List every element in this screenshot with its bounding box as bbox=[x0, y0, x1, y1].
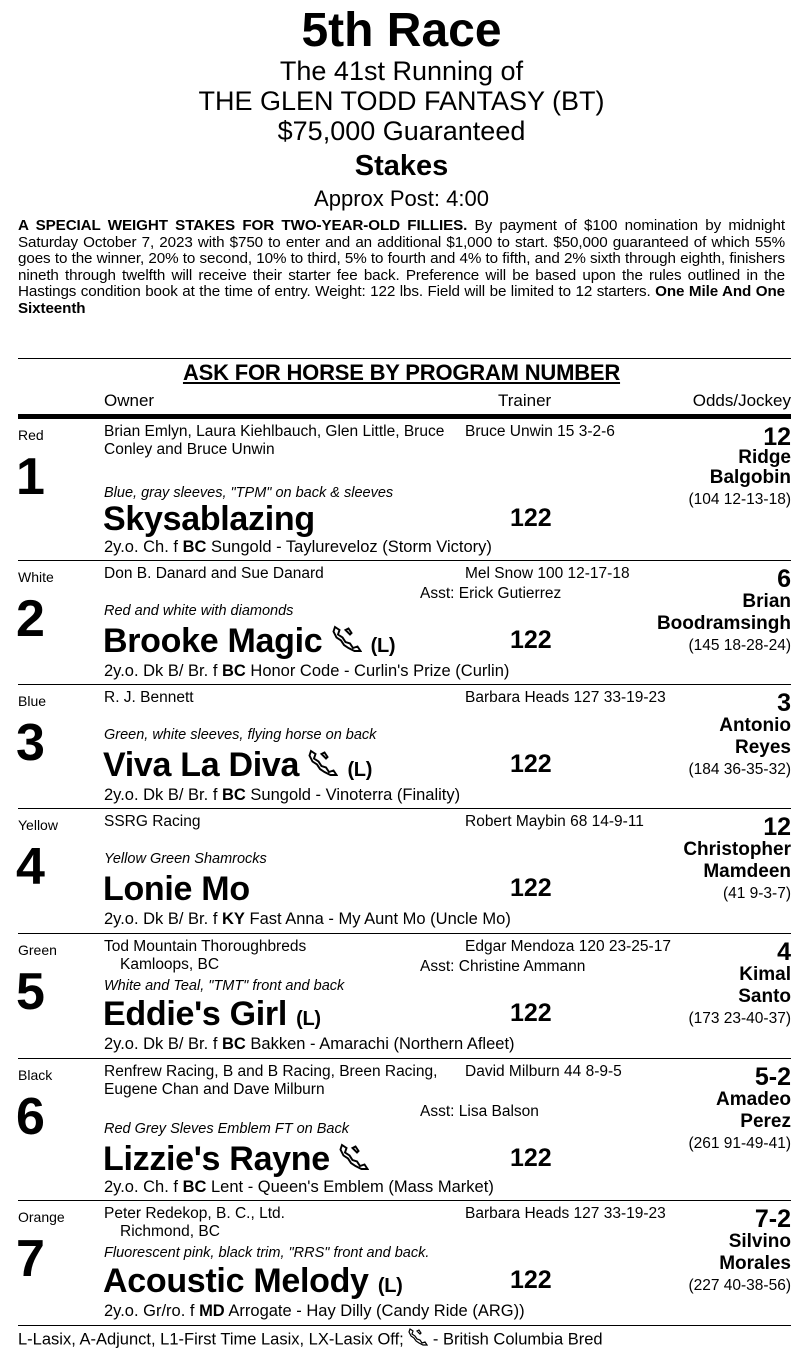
owner-line: Brian Emlyn, Laura Kiehlbauch, Glen Little, Bruce bbox=[104, 423, 445, 440]
morning-line-odds: 4 bbox=[777, 938, 791, 966]
horse-name: Acoustic Melody bbox=[103, 1262, 369, 1300]
horse-name: Eddie's Girl bbox=[103, 995, 287, 1033]
breeding-pedigree: Fast Anna - My Aunt Mo (Uncle Mo) bbox=[244, 910, 511, 928]
breeding-age-sex: 2y.o. Ch. f bbox=[104, 538, 183, 556]
saddle-cloth-color: White bbox=[18, 569, 54, 585]
breeding-pedigree: Sungold - Taylureveloz (Storm Victory) bbox=[206, 538, 492, 556]
breeding-age-sex: 2y.o. Dk B/ Br. f bbox=[104, 1035, 222, 1053]
horse-name: Brooke Magic bbox=[103, 622, 323, 660]
jockey-stats: (104 12-13-18) bbox=[688, 491, 791, 508]
column-owner: Owner bbox=[104, 391, 155, 410]
morning-line-odds: 12 bbox=[763, 423, 791, 451]
breeding-state: BC bbox=[182, 538, 207, 556]
entry-divider bbox=[18, 1325, 791, 1326]
weight: 122 bbox=[510, 504, 552, 532]
breeding-pedigree: Arrogate - Hay Dilly (Candy Ride (ARG)) bbox=[224, 1302, 525, 1320]
owner bbox=[104, 938, 464, 974]
owner-line: Don B. Danard and Sue Danard bbox=[104, 565, 324, 582]
horse-name-line bbox=[103, 1261, 402, 1306]
trainer: David Milburn 44 8-9-5 bbox=[465, 1063, 622, 1080]
horse-name: Viva La Diva bbox=[103, 746, 300, 784]
race-conditions bbox=[18, 218, 785, 318]
horse-name-line bbox=[103, 621, 395, 666]
silks-description: White and Teal, "TMT" front and back bbox=[104, 978, 345, 994]
horse-name-line bbox=[103, 994, 321, 1039]
assistant-trainer: Asst: Lisa Balson bbox=[420, 1103, 539, 1120]
saddle-cloth-color: Orange bbox=[18, 1209, 65, 1225]
conditions-distance: One Mile And One Sixteenth bbox=[18, 283, 785, 317]
british-columbia-map-icon bbox=[339, 1141, 369, 1181]
jockey-first-name: Ridge bbox=[738, 447, 791, 468]
jockey-first-name: Brian bbox=[742, 591, 791, 612]
program-number: 5 bbox=[16, 963, 45, 1021]
british-columbia-map-icon bbox=[308, 747, 338, 787]
morning-line-odds: 3 bbox=[777, 689, 791, 717]
jockey-first-name: Antonio bbox=[719, 715, 791, 736]
breeding-line bbox=[104, 785, 460, 805]
owner bbox=[104, 813, 464, 831]
footer-legend bbox=[18, 1328, 603, 1352]
race-name: THE GLEN TODD FANTASY (BT) bbox=[198, 86, 605, 116]
trainer: Barbara Heads 127 33-19-23 bbox=[465, 689, 666, 706]
trainer: Bruce Unwin 15 3-2-6 bbox=[465, 423, 615, 440]
breeding-line bbox=[104, 1301, 525, 1321]
owner bbox=[104, 423, 464, 459]
medication-indicator: (L) bbox=[296, 1008, 321, 1030]
breeding-state: BC bbox=[221, 662, 246, 680]
horse-name: Skysablazing bbox=[103, 500, 315, 538]
jockey-last-name: Santo bbox=[738, 986, 791, 1007]
medication-indicator: (L) bbox=[377, 1275, 403, 1297]
entry-row bbox=[0, 419, 803, 561]
race-post-time: Approx Post: 4:00 bbox=[314, 186, 489, 211]
morning-line-odds: 5-2 bbox=[754, 1063, 791, 1091]
entry-row bbox=[0, 685, 803, 809]
entry-row bbox=[0, 934, 803, 1059]
breeding-line bbox=[104, 909, 511, 929]
medication-indicator: (L) bbox=[347, 759, 373, 781]
jockey-last-name: Balgobin bbox=[709, 467, 791, 488]
assistant-trainer: Asst: Erick Gutierrez bbox=[420, 585, 562, 602]
weight: 122 bbox=[510, 1144, 552, 1172]
owner bbox=[104, 689, 464, 707]
horse-name-line bbox=[103, 745, 372, 790]
entry-row bbox=[0, 561, 803, 685]
breeding-age-sex: 2y.o. Dk B/ Br. f bbox=[104, 662, 222, 680]
horse-name-line bbox=[103, 499, 315, 539]
horse-name-line bbox=[103, 1139, 369, 1181]
owner-line: Tod Mountain Thoroughbreds bbox=[104, 938, 307, 955]
trainer: Barbara Heads 127 33-19-23 bbox=[465, 1205, 666, 1222]
jockey-first-name: Amadeo bbox=[716, 1089, 791, 1110]
weight: 122 bbox=[510, 1266, 552, 1294]
saddle-cloth-color: Black bbox=[18, 1067, 53, 1083]
horse-name-line bbox=[103, 869, 250, 909]
jockey-last-name: Morales bbox=[719, 1253, 791, 1274]
jockey-stats: (173 23-40-37) bbox=[688, 1010, 791, 1027]
saddle-cloth-color: Green bbox=[18, 942, 57, 958]
header-divider bbox=[18, 358, 791, 359]
british-columbia-map-icon bbox=[332, 623, 362, 663]
program-number: 7 bbox=[16, 1230, 45, 1288]
column-trainer: Trainer bbox=[498, 391, 552, 410]
weight: 122 bbox=[510, 626, 552, 654]
british-columbia-map-icon bbox=[408, 1328, 428, 1352]
breeding-line bbox=[104, 1177, 494, 1197]
owner-line: R. J. Bennett bbox=[104, 689, 194, 706]
morning-line-odds: 12 bbox=[763, 813, 791, 841]
owner bbox=[104, 1063, 464, 1099]
morning-line-odds: 7-2 bbox=[754, 1205, 791, 1233]
entry-row bbox=[0, 1201, 803, 1326]
race-type: Stakes bbox=[354, 150, 449, 182]
legend-text: L-Lasix, A-Adjunct, L1-First Time Lasix, LX-Lasix Off; bbox=[18, 1330, 409, 1349]
trainer: Edgar Mendoza 120 23-25-17 bbox=[465, 938, 671, 955]
column-odds-jockey: Odds/Jockey bbox=[692, 391, 791, 410]
owner bbox=[104, 565, 464, 583]
breeding-pedigree: Bakken - Amarachi (Northern Afleet) bbox=[245, 1035, 515, 1053]
owner-location: Kamloops, BC bbox=[120, 956, 220, 973]
program-number: 6 bbox=[16, 1088, 45, 1146]
jockey-last-name: Perez bbox=[740, 1111, 791, 1132]
breeding-state: BC bbox=[221, 1035, 246, 1053]
jockey-first-name: Kimal bbox=[739, 964, 791, 985]
saddle-cloth-color: Yellow bbox=[18, 817, 58, 833]
program-number: 2 bbox=[16, 590, 45, 648]
jockey-stats: (261 91-49-41) bbox=[688, 1135, 791, 1152]
silks-description: Red and white with diamonds bbox=[104, 603, 294, 619]
saddle-cloth-color: Red bbox=[18, 427, 44, 443]
breeding-pedigree: Lent - Queen's Emblem (Mass Market) bbox=[206, 1178, 494, 1196]
jockey-stats: (41 9-3-7) bbox=[722, 885, 791, 902]
program-number: 3 bbox=[16, 714, 45, 772]
conditions-lead: A SPECIAL WEIGHT STAKES FOR TWO-YEAR-OLD FILLIES. bbox=[18, 217, 468, 234]
breeding-age-sex: 2y.o. Ch. f bbox=[104, 1178, 183, 1196]
silks-description: Blue, gray sleeves, "TPM" on back & sleeves bbox=[104, 485, 394, 501]
morning-line-odds: 6 bbox=[777, 565, 791, 593]
entry-row bbox=[0, 809, 803, 934]
breeding-pedigree: Honor Code - Curlin's Prize (Curlin) bbox=[245, 662, 510, 680]
jockey-first-name: Christopher bbox=[683, 839, 791, 860]
bc-legend-text: - British Columbia Bred bbox=[428, 1330, 603, 1349]
race-purse: $75,000 Guaranteed bbox=[277, 116, 526, 146]
owner-location: Richmond, BC bbox=[120, 1223, 220, 1240]
weight: 122 bbox=[510, 999, 552, 1027]
jockey-last-name: Mamdeen bbox=[703, 861, 791, 882]
owner-line: Renfrew Racing, B and B Racing, Breen Racing, bbox=[104, 1063, 438, 1080]
owner-line: SSRG Racing bbox=[104, 813, 201, 830]
jockey-stats: (227 40-38-56) bbox=[688, 1277, 791, 1294]
race-running: The 41st Running of bbox=[279, 56, 524, 86]
jockey-last-name: Boodramsingh bbox=[656, 613, 791, 634]
breeding-state: BC bbox=[221, 786, 246, 804]
jockey-first-name: Silvino bbox=[728, 1231, 791, 1252]
weight: 122 bbox=[510, 874, 552, 902]
program-number: 1 bbox=[16, 448, 45, 506]
breeding-age-sex: 2y.o. Gr/ro. f bbox=[104, 1302, 200, 1320]
silks-description: Yellow Green Shamrocks bbox=[104, 851, 267, 867]
breeding-pedigree: Sungold - Vinoterra (Finality) bbox=[245, 786, 461, 804]
silks-description: Red Grey Sleves Emblem FT on Back bbox=[104, 1121, 349, 1137]
breeding-line bbox=[104, 537, 492, 557]
race-number-title: 5th Race bbox=[301, 4, 502, 57]
owner-line: Conley and Bruce Unwin bbox=[104, 441, 275, 458]
jockey-last-name: Reyes bbox=[735, 737, 791, 758]
breeding-age-sex: 2y.o. Dk B/ Br. f bbox=[104, 910, 222, 928]
program-number: 4 bbox=[16, 838, 45, 896]
ask-for-banner: ASK FOR HORSE BY PROGRAM NUMBER bbox=[182, 360, 621, 385]
breeding-line bbox=[104, 1034, 515, 1054]
trainer: Robert Maybin 68 14-9-11 bbox=[465, 813, 644, 830]
entry-row bbox=[0, 1059, 803, 1201]
breeding-state: MD bbox=[199, 1302, 225, 1320]
jockey-stats: (184 36-35-32) bbox=[688, 761, 791, 778]
breeding-state: KY bbox=[221, 910, 245, 928]
conditions-body: By payment of $100 nomination by midnight Saturday October 7, 2023 with $750 to enter and an additional $1,000 to start. $50,000 guaranteed of which 55% goes to the winner, 20% to second, 10% to third, 5% to fourth and 4% to fifth, and 2% sixth through eighth, finishers nineth through twelfth will receive their starter fee back. Preference will be based upon the rules outlined in the Hastings condition book at the time of entry. Weight: 122 lbs. Field will be limited to 12 starters. bbox=[18, 217, 785, 301]
owner-line: Peter Redekop, B. C., Ltd. bbox=[104, 1205, 285, 1222]
saddle-cloth-color: Blue bbox=[18, 693, 47, 709]
breeding-line bbox=[104, 661, 509, 681]
medication-indicator: (L) bbox=[370, 635, 396, 657]
silks-description: Fluorescent pink, black trim, "RRS" front and back. bbox=[104, 1245, 430, 1261]
owner-line: Eugene Chan and Dave Milburn bbox=[104, 1081, 325, 1098]
horse-name: Lizzie's Rayne bbox=[103, 1140, 330, 1178]
horse-name: Lonie Mo bbox=[103, 870, 250, 908]
breeding-state: BC bbox=[182, 1178, 207, 1196]
weight: 122 bbox=[510, 750, 552, 778]
jockey-stats: (145 18-28-24) bbox=[688, 637, 791, 654]
assistant-trainer: Asst: Christine Ammann bbox=[420, 958, 586, 975]
silks-description: Green, white sleeves, flying horse on back bbox=[104, 727, 377, 743]
breeding-age-sex: 2y.o. Dk B/ Br. f bbox=[104, 786, 222, 804]
trainer: Mel Snow 100 12-17-18 bbox=[465, 565, 630, 582]
owner bbox=[104, 1205, 464, 1241]
